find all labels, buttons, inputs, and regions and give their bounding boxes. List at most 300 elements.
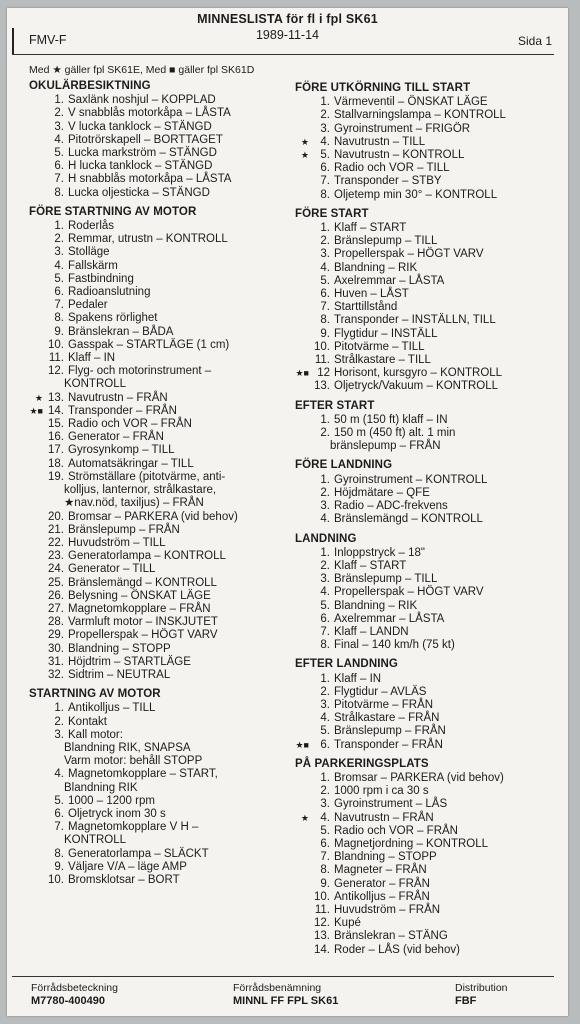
checklist-item (29, 808, 291, 821)
variant-marker (295, 341, 310, 354)
item-number: 7. (54, 299, 64, 312)
checklist-section (29, 688, 291, 887)
variant-marker: ★■ (295, 739, 309, 750)
variant-marker (29, 299, 44, 312)
item-text: Generator – FRÅN (68, 431, 164, 444)
variant-marker (295, 838, 310, 851)
item-text: Bromsar – PARKERA (vid behov) (68, 510, 238, 523)
variant-marker (29, 511, 44, 524)
item-number: 31. (48, 655, 64, 668)
item-number: 1. (54, 220, 64, 233)
item-text: Bränslekran – BÅDA (68, 325, 174, 338)
checklist-item (29, 471, 291, 484)
checklist-item (295, 149, 557, 162)
item-number: 4. (54, 133, 64, 146)
item-number: 23. (48, 550, 64, 563)
variant-marker (295, 673, 310, 686)
item-text: 1000 rpm i ca 30 s (334, 785, 429, 798)
item-text-continuation: ★nav.nöd, taxiljus) – FRÅN (64, 497, 204, 510)
item-number: 1. (320, 96, 330, 109)
variant-marker (29, 352, 44, 365)
item-text: Höjdmätare – QFE (334, 486, 430, 499)
checklist-section (295, 208, 557, 394)
item-number: 3. (320, 573, 330, 586)
item-number: 11. (314, 354, 330, 367)
checklist-item (295, 785, 557, 798)
variant-marker (29, 339, 44, 352)
item-number: 6. (320, 288, 330, 301)
item-text: Radio och VOR – TILL (334, 162, 450, 175)
item-number: 7. (320, 175, 330, 188)
item-text: Blandning – STOPP (68, 642, 171, 655)
item-number: 7. (54, 173, 64, 186)
item-number: 3. (320, 798, 330, 811)
checklist-item (295, 341, 557, 354)
variant-marker (29, 577, 44, 590)
checklist-item (29, 286, 291, 299)
variant-marker (295, 487, 310, 500)
item-text: V lucka tanklock – STÄNGD (68, 120, 212, 133)
item-number: 4. (54, 768, 64, 781)
checklist-item (295, 109, 557, 122)
item-number: 4. (54, 259, 64, 272)
checklist-item (29, 352, 291, 365)
item-number: 4. (320, 811, 330, 824)
checklist-item (295, 725, 557, 738)
footer-stock-number (31, 982, 118, 1008)
section-title: FÖRE LANDNING (295, 459, 393, 472)
item-number: 4. (320, 135, 330, 148)
item-text: Kupé (334, 917, 361, 930)
item-number: 2. (54, 107, 64, 120)
item-text-continuation: KONTROLL (64, 834, 126, 847)
checklist-item (29, 716, 291, 729)
document-title: MINNESLISTA för fl i fpl SK61 (197, 12, 378, 26)
item-text: Klaff – START (334, 559, 407, 572)
item-text: Lucka markström – STÄNGD (68, 147, 217, 160)
footer-distribution-value: FBF (455, 995, 477, 1007)
variant-marker (295, 380, 310, 393)
variant-marker (295, 573, 310, 586)
variant-marker (29, 187, 44, 200)
variant-marker (295, 725, 310, 738)
item-text: Generator – TILL (68, 563, 156, 576)
item-text-continuation: Varm motor: behåll STOPP (64, 755, 203, 768)
checklist-item (29, 669, 291, 682)
checklist-item (295, 573, 557, 586)
checklist-item (295, 487, 557, 500)
item-text: V snabblås motorkåpa – LÅSTA (68, 107, 231, 120)
variant-marker (295, 162, 310, 175)
checklist-item (295, 354, 557, 367)
variant-marker (29, 808, 44, 821)
item-number: 7. (320, 301, 330, 314)
checklist-item (29, 312, 291, 325)
checklist-section (295, 533, 557, 653)
item-number: 15. (48, 418, 64, 431)
variant-marker (295, 586, 310, 599)
item-number: 1. (320, 771, 330, 784)
left-column (29, 80, 291, 887)
variant-marker: ★ (34, 392, 43, 403)
checklist-item (295, 639, 557, 652)
variant-marker (295, 878, 310, 891)
item-text: Stallvarningslampa – KONTROLL (334, 109, 506, 122)
checklist-item (295, 673, 557, 686)
item-text: Sidtrim – NEUTRAL (68, 668, 171, 681)
checklist-item (29, 458, 291, 471)
checklist-item (295, 380, 557, 393)
item-text: Bränslepump – FRÅN (334, 725, 446, 738)
checklist-item (295, 812, 557, 825)
item-number: 5. (320, 599, 330, 612)
variant-marker (295, 427, 310, 440)
item-number: 1. (320, 546, 330, 559)
checklist-item (29, 94, 291, 107)
item-number: 3. (320, 122, 330, 135)
item-number: 14. (314, 943, 330, 956)
item-text: Flygtidur – AVLÄS (334, 685, 427, 698)
checklist-item (295, 222, 557, 235)
item-text: Bränslepump – TILL (334, 235, 438, 248)
variant-marker (29, 795, 44, 808)
variant-marker (295, 699, 310, 712)
variant-marker: ★■ (295, 368, 309, 379)
variant-marker (295, 904, 310, 917)
checklist-item (295, 136, 557, 149)
variant-marker: ★ (300, 812, 309, 823)
checklist-item (295, 600, 557, 613)
variant-marker (29, 716, 44, 729)
variant-marker (29, 537, 44, 550)
checklist-item (29, 729, 291, 742)
checklist-item (295, 838, 557, 851)
item-number: 3. (320, 698, 330, 711)
checklist-item (29, 418, 291, 431)
item-text: Klaff – IN (68, 352, 116, 365)
item-text: Navutrustn – TILL (334, 135, 426, 148)
item-number: 5. (320, 274, 330, 287)
checklist-item (29, 874, 291, 887)
checklist-item (295, 739, 557, 752)
item-number: 3. (320, 500, 330, 513)
item-number: 4. (320, 586, 330, 599)
item-text: 150 m (450 ft) alt. 1 min (334, 427, 456, 440)
variant-marker (295, 613, 310, 626)
checklist-item (29, 629, 291, 642)
item-text: Radio och VOR – FRÅN (334, 824, 458, 837)
variant-marker (295, 414, 310, 427)
variant-marker (29, 669, 44, 682)
checklist-section (295, 459, 557, 526)
item-number: 25. (48, 576, 64, 589)
variant-marker (29, 821, 44, 834)
checklist-item (29, 299, 291, 312)
item-text: Höjdtrim – STARTLÄGE (68, 655, 191, 668)
variant-marker (29, 107, 44, 120)
variant-marker (295, 314, 310, 327)
variant-marker (295, 798, 310, 811)
item-number: 9. (54, 860, 64, 873)
variant-marker (295, 626, 310, 639)
checklist-item (29, 702, 291, 715)
item-text-continuation: bränslepump – FRÅN (330, 440, 441, 453)
checklist-item (29, 173, 291, 186)
variant-marker (29, 444, 44, 457)
item-number: 7. (320, 851, 330, 864)
checklist-item (29, 134, 291, 147)
checklist-item (295, 189, 557, 202)
checklist-item (29, 365, 291, 378)
checklist-item (295, 474, 557, 487)
item-number: 5. (54, 272, 64, 285)
item-number: 24. (48, 563, 64, 576)
variant-marker (29, 233, 44, 246)
item-text-continuation: kolljus, lanternor, strålkastare, (64, 484, 217, 497)
checklist-item (295, 917, 557, 930)
checklist-section (295, 82, 557, 202)
variant-marker (29, 702, 44, 715)
item-text: Saxlänk noshjul – KOPPLAD (68, 94, 216, 107)
item-text: Radio – ADC-frekvens (334, 500, 448, 513)
item-text: Navutrustn – FRÅN (68, 391, 168, 404)
item-text: Gyroinstrument – LÅS (334, 798, 448, 811)
section-title: STARTNING AV MOTOR (29, 688, 161, 701)
variant-marker (29, 629, 44, 642)
checklist-item (29, 563, 291, 576)
variant-marker (295, 600, 310, 613)
checklist-item (29, 392, 291, 405)
item-text: Bromsar – PARKERA (vid behov) (334, 771, 504, 784)
item-number: 7. (54, 821, 64, 834)
item-number: 6. (54, 286, 64, 299)
item-text: Transponder – INSTÄLLN, TILL (334, 314, 496, 327)
checklist-item (29, 511, 291, 524)
item-number: 1. (320, 672, 330, 685)
checklist-item (29, 160, 291, 173)
item-text: Gyroinstrument – FRIGÖR (334, 122, 471, 135)
variant-marker (295, 96, 310, 109)
item-number: 30. (48, 642, 64, 655)
item-number: 4. (320, 712, 330, 725)
item-number: 13. (314, 380, 330, 393)
checklist-item (29, 821, 291, 834)
item-number: 5. (320, 725, 330, 738)
item-number: 8. (320, 314, 330, 327)
variant-marker (295, 354, 310, 367)
checklist-item (29, 616, 291, 629)
item-text: Lucka oljesticka – STÄNGD (68, 186, 210, 199)
item-number: 6. (54, 807, 64, 820)
item-number: 8. (320, 639, 330, 652)
checklist-item (295, 248, 557, 261)
item-number: 11. (314, 903, 330, 916)
footer-stock-name (233, 982, 338, 1008)
item-number: 29. (48, 629, 64, 642)
variant-marker (29, 173, 44, 186)
item-number: 8. (54, 186, 64, 199)
item-number: 12 (317, 367, 330, 380)
checklist-item (29, 524, 291, 537)
variant-marker (29, 312, 44, 325)
item-number: 2. (54, 233, 64, 246)
item-number: 2. (320, 785, 330, 798)
item-text: Spakens rörlighet (68, 312, 158, 325)
checklist-item (29, 147, 291, 160)
checklist-item (29, 405, 291, 418)
item-text: Propellerspak – HÖGT VARV (68, 629, 218, 642)
item-text: Varmluft motor – INSKJUTET (68, 616, 218, 629)
item-number: 3. (320, 248, 330, 261)
item-text: Final – 140 km/h (75 kt) (334, 639, 455, 652)
variant-marker (29, 326, 44, 339)
variant-marker (29, 768, 44, 781)
item-text: Belysning – ÖNSKAT LÄGE (68, 589, 211, 602)
item-number: 3. (54, 120, 64, 133)
checklist-item (295, 626, 557, 639)
item-number: 1. (320, 413, 330, 426)
item-number: 6. (320, 612, 330, 625)
variant-marker (29, 121, 44, 134)
checklist-item (295, 301, 557, 314)
item-number: 10. (48, 873, 64, 886)
checklist-item (29, 848, 291, 861)
item-text: Gyroinstrument – KONTROLL (334, 473, 488, 486)
footer-stock-number-label: Förrådsbeteckning (31, 982, 118, 994)
item-number: 1. (320, 473, 330, 486)
variant-marker (295, 917, 310, 930)
item-number: 19. (48, 470, 64, 483)
variant-marker (295, 547, 310, 560)
checklist-item (29, 550, 291, 563)
item-number: 1. (54, 94, 64, 107)
item-number: 3. (54, 728, 64, 741)
variant-marker (295, 189, 310, 202)
variant-marker (29, 220, 44, 233)
variant-marker (29, 550, 44, 563)
item-text: 50 m (150 ft) klaff – IN (334, 413, 448, 426)
item-text: Transponder – FRÅN (334, 738, 443, 751)
checklist-item (29, 220, 291, 233)
item-number: 8. (320, 864, 330, 877)
item-text: Generatorlampa – KONTROLL (68, 550, 226, 563)
variant-marker (295, 944, 310, 957)
page-number: Sida 1 (517, 34, 552, 48)
item-text: Automatsäkringar – TILL (68, 457, 194, 470)
variant-marker (29, 260, 44, 273)
checklist-item (295, 262, 557, 275)
item-text: Bränslepump – FRÅN (68, 523, 180, 536)
footer-distribution-label: Distribution (455, 982, 508, 994)
item-text: Antikolljus – TILL (68, 702, 156, 715)
variant-marker (29, 458, 44, 471)
variant-marker (29, 643, 44, 656)
checklist-item (295, 560, 557, 573)
checklist-item (29, 444, 291, 457)
item-text: Inloppstryck – 18" (334, 546, 426, 559)
item-number: 26. (48, 589, 64, 602)
variant-marker (295, 301, 310, 314)
item-text: Bränslekran – STÄNG (334, 930, 448, 943)
checklist-item (295, 699, 557, 712)
item-text: Kontakt (68, 715, 107, 728)
variant-marker (295, 772, 310, 785)
item-number: 1. (320, 222, 330, 235)
item-text: Fallskärm (68, 259, 118, 272)
item-text: Oljetemp min 30° – KONTROLL (334, 188, 498, 201)
item-text: Radioanslutning (68, 286, 151, 299)
checklist-item (295, 513, 557, 526)
checklist-section (295, 658, 557, 751)
item-text: 1000 – 1200 rpm (68, 794, 155, 807)
checklist-item (295, 123, 557, 136)
item-number: 2. (320, 109, 330, 122)
section-title: FÖRE STARTNING AV MOTOR (29, 205, 197, 218)
footer-stock-name-label: Förrådsbenämning (233, 982, 322, 994)
item-text: Flyg- och motorinstrument – (68, 365, 212, 378)
item-text: Stolläge (68, 246, 110, 259)
checklist-item (29, 603, 291, 616)
variant-marker (295, 560, 310, 573)
item-number: 18. (48, 457, 64, 470)
item-number: 2. (320, 685, 330, 698)
variant-marker (295, 262, 310, 275)
checklist-item (295, 613, 557, 626)
item-text: Pitotrörskapell – BORTTAGET (68, 133, 223, 146)
checklist-item (295, 891, 557, 904)
item-text: Magnetjordning – KONTROLL (334, 837, 489, 850)
item-number: 13. (314, 930, 330, 943)
variant-marker (29, 848, 44, 861)
item-number: 5. (320, 149, 330, 162)
item-number: 14. (48, 404, 64, 417)
item-text: Bränslemängd – KONTROLL (68, 576, 217, 589)
checklist-item (295, 712, 557, 725)
checklist-item (29, 233, 291, 246)
section-title: LANDNING (295, 532, 357, 545)
item-number: 5. (54, 794, 64, 807)
item-number: 2. (320, 486, 330, 499)
checklist-item (29, 861, 291, 874)
checklist-item (295, 586, 557, 599)
variant-marker (29, 246, 44, 259)
item-text: Radio och VOR – FRÅN (68, 418, 192, 431)
item-number: 17. (48, 444, 64, 457)
item-text: Fastbindning (68, 272, 134, 285)
variant-marker (29, 729, 44, 742)
variant-marker: ★ (300, 136, 309, 147)
section-title: OKULÄRBESIKTNING (29, 80, 151, 92)
footer-distribution (455, 982, 508, 1008)
section-title: FÖRE START (295, 207, 369, 220)
variant-marker (295, 474, 310, 487)
checklist-item (295, 96, 557, 109)
item-text: Strömställare (pitotvärme, anti- (68, 470, 226, 483)
item-text: Generatorlampa – SLÄCKT (68, 847, 209, 860)
variant-marker (295, 500, 310, 513)
item-text: Oljetryck inom 30 s (68, 807, 166, 820)
item-text-continuation: KONTROLL (64, 378, 126, 391)
checklist-item (295, 930, 557, 943)
checklist-item (29, 107, 291, 120)
item-number: 12. (48, 365, 64, 378)
right-column (295, 82, 557, 957)
item-text: Huvudström – FRÅN (334, 903, 441, 916)
item-number: 4. (320, 513, 330, 526)
checklist-item (29, 431, 291, 444)
variant-marker (295, 785, 310, 798)
item-text-continuation: Blandning RIK (64, 781, 138, 794)
